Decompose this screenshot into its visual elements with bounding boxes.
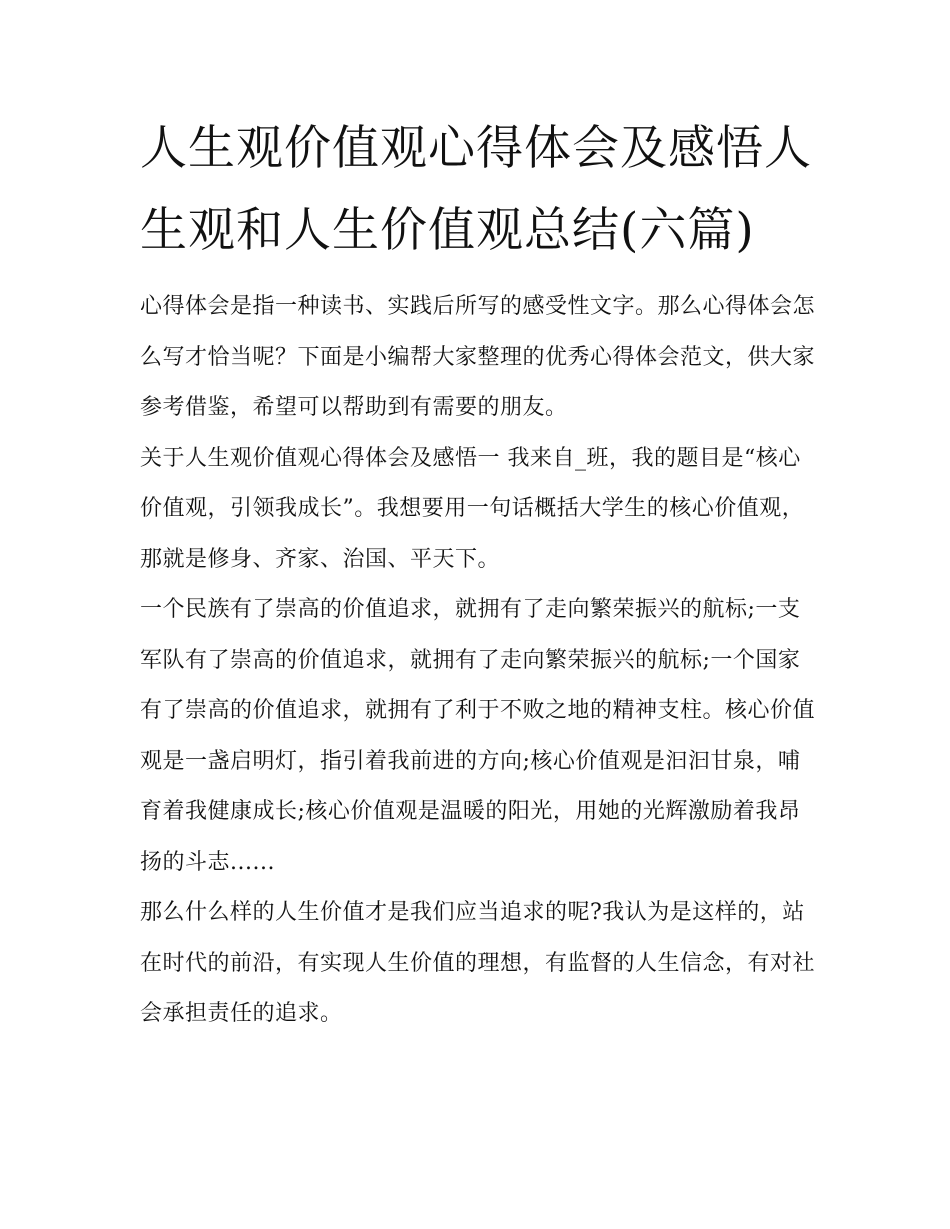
paragraph-intro: 心得体会是指一种读书、实践后所写的感受性文字。那么心得体会怎么写才恰当呢？下面是小编帮大家整理的优秀心得体会范文，供大家参考借鉴，希望可以帮助到有需要的朋友。 xyxy=(140,294,816,420)
document-title: 人生观价值观心得体会及感悟人生观和人生价值观总结(六篇) xyxy=(140,121,812,258)
paragraph-3: 那么什么样的人生价值才是我们应当追求的呢?我认为是这样的，站在时代的前沿，有实现人生价值的理想，有监督的人生信念，有对社会承担责任的追求。 xyxy=(140,900,816,1026)
paragraph-2: 一个民族有了崇高的价值追求，就拥有了走向繁荣振兴的航标;一支军队有了崇高的价值追求，就拥有了走向繁荣振兴的航标;一个国家有了崇高的价值追求，就拥有了利于不败之地的精神支柱。核心价值观是一盏启明灯，指引着我前进的方向;核心价值观是汩汩甘泉，哺育着我健康成长;核心价值观是温暖的阳光，用她的光辉激励着我昂扬的斗志...... xyxy=(140,597,816,875)
document-page xyxy=(140,108,820,1040)
paragraph-1: 关于人生观价值观心得体会及感悟一 我来自_班，我的题目是“核心价值观，引领我成长”。我想要用一句话概括大学生的核心价值观，那就是修身、齐家、治国、平天下。 xyxy=(140,445,805,572)
